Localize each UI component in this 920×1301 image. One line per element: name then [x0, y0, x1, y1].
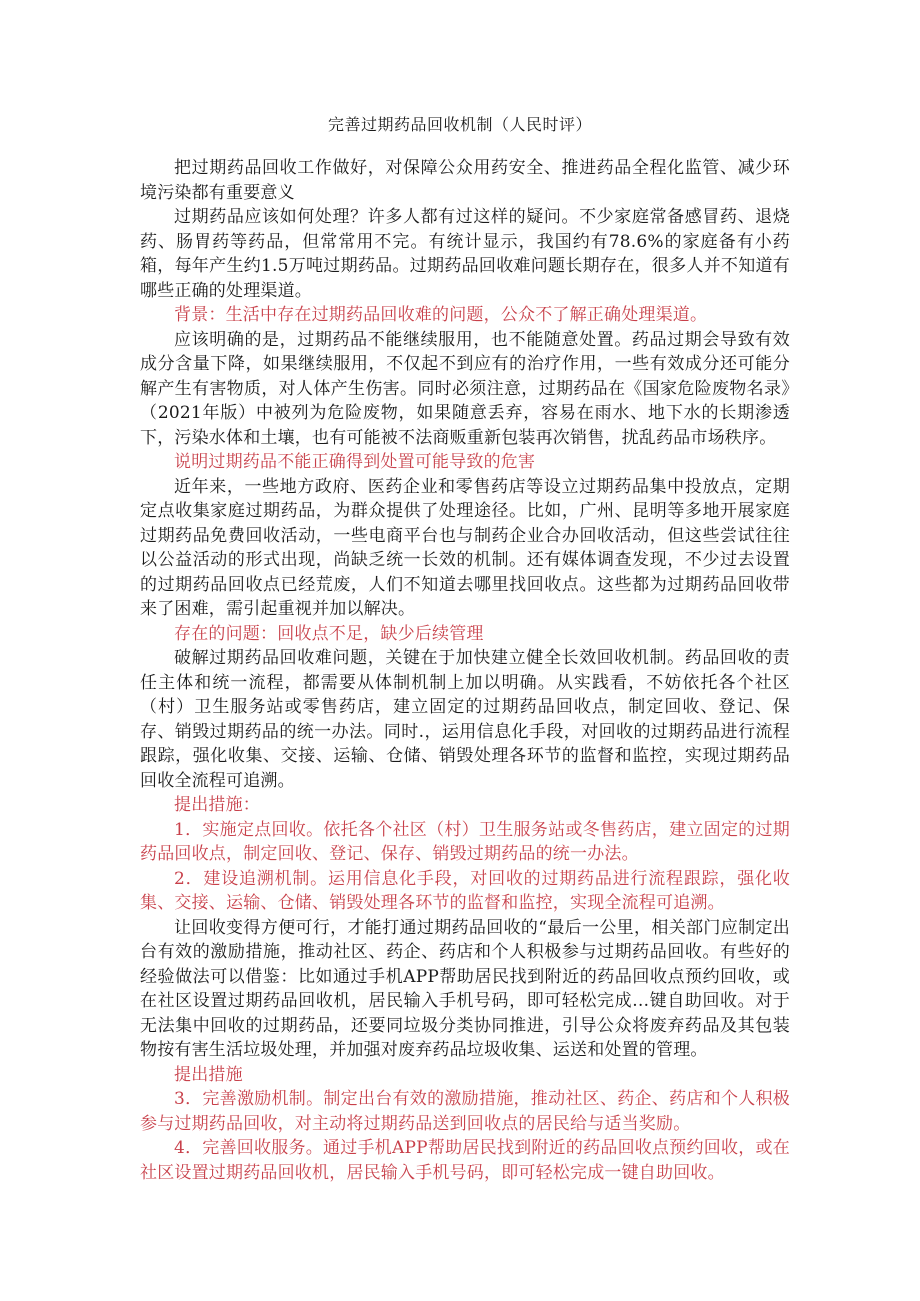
paragraph-summary: 把过期药品回收工作做好，对保障公众用药安全、推进药品全程化监管、减少环境污染都有重要意义: [140, 158, 790, 203]
annotation-background: 背景：生活中存在过期药品回收难的问题，公众不了解正确处理渠道。: [174, 305, 708, 325]
paragraph-mechanism: 破解过期药品回收难问题，关键在于加快建立健全长效回收机制。药品回收的责任主体和统一流程，都需要从体制机制上加以明确。从实践看，不妨依托各个社区（村）卫生服务站或零售药店，建立固定的过期药品回收点，制定回收、登记、保存、销毁过期药品的统一办法。同时.，运用信息化手段，对回收的过期药品进行流程跟踪，强化收集、交接、运输、仓储、销毁处理各环节的监督和监控，实现过期药品回收全流程可追溯。: [140, 648, 790, 791]
annotation-measure-3: 3．完善激励机制。制定出台有效的激励措施，推动社区、药企、药店和个人积极参与过期药品回收，对主动将过期药品送到回收点的居民给与适当奖励。: [140, 1089, 790, 1134]
annotation-measure-2: 2．建设追溯机制。运用信息化手段，对回收的过期药品进行流程跟踪，强化收集、交接、运输、仓储、销毁处理各环节的监督和监控，实现全流程可追溯。: [140, 868, 790, 913]
document-title: 完善过期药品回收机制（人民时评）: [327, 115, 592, 134]
paragraph-harm: 应该明确的是，过期药品不能继续服用，也不能随意处置。药品过期会导致有效成分含量下降，如果继续服用，不仅起不到应有的治疗作用，一些有效成分还可能分解产生有害物质，对人体产生伤害。同时必须注意，过期药品在《国家危险废物名录》（2021年版）中被列为危险废物，如果随意丢弃，容易在雨水、地下水的长期渗透下，污染水体和土壤，也有可能被不法商贩重新包装再次销售，扰乱药品市场秩序。: [140, 329, 790, 448]
paragraph-current-practice: 近年来，一些地方政府、医药企业和零售药店等设立过期药品集中投放点，定期定点收集家庭过期药品，为群众提供了处理途径。比如，广州、昆明等多地开展家庭过期药品免费回收活动，一些电商平台也与制药企业合办回收活动，但这些尝试往往以公益活动的形式出现，尚缺乏统一长效的机制。还有媒体调查发现，不少过去设置的过期药品回收点已经荒废，人们不知道去哪里找回收点。这些都为过期药品回收带来了困难，需引起重视并加以解决。: [140, 476, 790, 619]
annotation-harm: 说明过期药品不能正确得到处置可能导致的危害: [174, 452, 536, 472]
paragraph-intro: 过期药品应该如何处理？许多人都有过这样的疑问。不少家庭常备感冒药、退烧药、肠胃药等药品，但常常用不完。有统计显示，我国约有78.6%的家庭备有小药箱，每年产生约1.5万吨过期药品。过期药品回收难问题长期存在，很多人并不知道有哪些正确的处理渠道。: [140, 207, 790, 301]
annotation-measures-heading-2: 提出措施: [174, 1064, 243, 1085]
annotation-measures-heading-1: 提出措施：: [174, 795, 260, 815]
annotation-measure-4: 4．完善回收服务。通过手机APP帮助居民找到附近的药品回收点预约回收，或在社区设置过期药品回收机，居民输入手机号码，即可轻松完成一键自助回收。: [140, 1138, 790, 1183]
document-body: [140, 156, 790, 1185]
annotation-problems: 存在的问题：回收点不足，缺少后续管理: [174, 623, 484, 644]
paragraph-incentives: 让回收变得方便可行，才能打通过期药品回收的“最后一公里，相关部门应制定出台有效的激励措施，推动社区、药企、药店和个人积极参与过期药品回收。有些好的经验做法可以借鉴：比如通过手机APP帮助居民找到附近的药品回收点预约回收，或在社区设置过期药品回收机，居民输入手机号码，即可轻松完成…键自助回收。对于无法集中回收的过期药品，还要同垃圾分类协同推进，引导公众将废弃药品及其包装物按有害生活垃圾处理，并加强对废弃药品垃圾收集、运送和处置的管理。: [140, 917, 790, 1060]
annotation-measure-1: 1．实施定点回收。依托各个社区（村）卫生服务站或冬售药店，建立固定的过期药品回收点，制定回收、登记、保存、销毁过期药品的统一办法。: [140, 819, 790, 864]
